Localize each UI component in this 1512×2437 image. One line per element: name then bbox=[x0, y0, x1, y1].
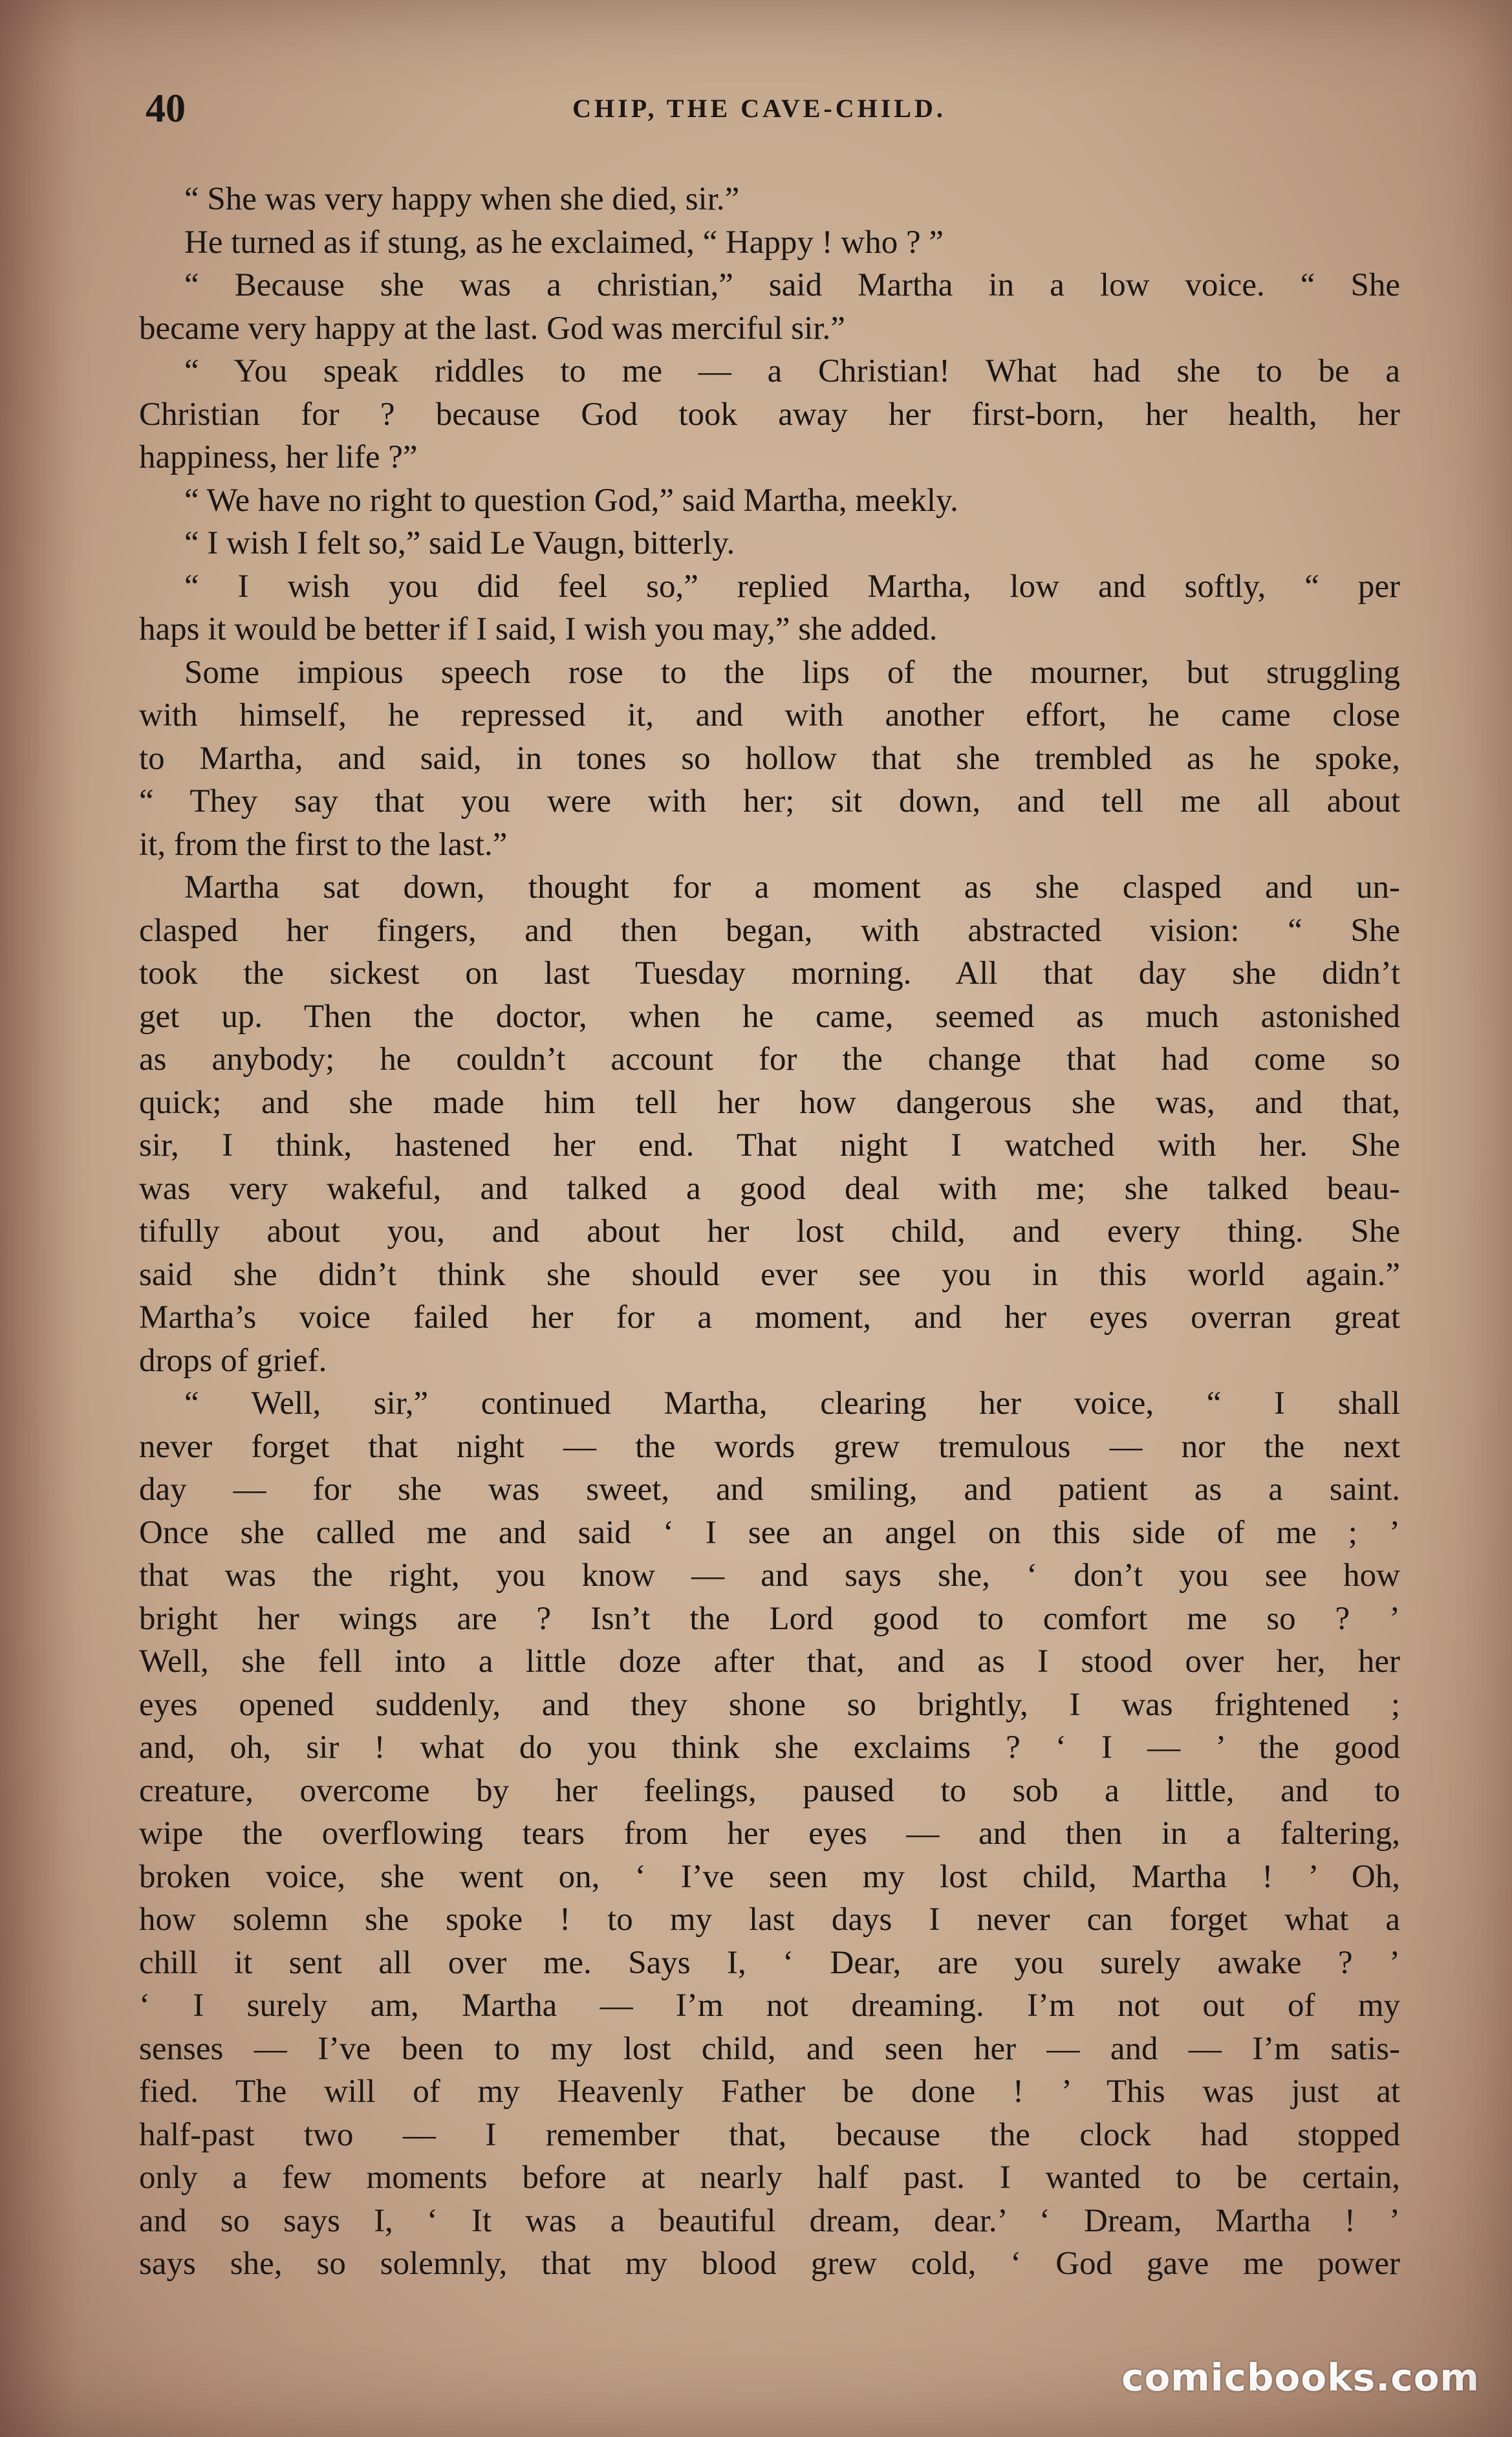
text-line: was very wakeful, and talked a good deal with me; she talked beau- bbox=[139, 1170, 1400, 1207]
text-line: wipe the overflowing tears from her eyes — and then in a faltering, bbox=[139, 1815, 1400, 1852]
text-line: “ Well, sir,” continued Martha, clearing her voice, “ I shall bbox=[184, 1385, 1400, 1422]
text-line: eyes opened suddenly, and they shone so brightly, I was frightened ; bbox=[139, 1686, 1400, 1723]
text-line: senses — I’ve been to my lost child, and seen her — and — I’m satis- bbox=[139, 2030, 1400, 2067]
text-line: “ You speak riddles to me — a Christian! What had she to be a bbox=[184, 353, 1400, 389]
text-line: “ I wish I felt so,” said Le Vaugn, bitterly. bbox=[184, 525, 735, 561]
text-line: half-past two — I remember that, because the clock had stopped bbox=[139, 2116, 1400, 2153]
text-line: happiness, her life ?” bbox=[139, 439, 418, 475]
text-line: Christian for ? because God took away her first-born, her health, her bbox=[139, 396, 1400, 433]
text-line: it, from the first to the last.” bbox=[139, 826, 508, 863]
text-line: Some impious speech rose to the lips of the mourner, but struggling bbox=[184, 654, 1400, 691]
text-line: how solemn she spoke ! to my last days I never can forget what a bbox=[139, 1901, 1400, 1938]
text-line: said she didn’t think she should ever see you in this world again.” bbox=[139, 1256, 1400, 1293]
text-line: ‘ I surely am, Martha — I’m not dreaming. I’m not out of my bbox=[139, 1988, 1400, 2024]
text-line: “ Because she was a christian,” said Martha in a low voice. “ She bbox=[184, 267, 1400, 303]
text-line: day — for she was sweet, and smiling, and patient as a saint. bbox=[139, 1471, 1400, 1508]
text-line: “ I wish you did feel so,” replied Martha, low and softly, “ per bbox=[184, 568, 1400, 605]
text-line: chill it sent all over me. Says I, ‘ Dear, are you surely awake ? ’ bbox=[139, 1944, 1400, 1981]
text-line: Martha’s voice failed her for a moment, and her eyes overran great bbox=[139, 1299, 1400, 1336]
text-line: clasped her fingers, and then began, with abstracted vision: “ She bbox=[139, 912, 1400, 949]
text-line: He turned as if stung, as he exclaimed, “ Happy ! who ? ” bbox=[184, 224, 944, 261]
text-line: and so says I, ‘ It was a beautiful dream, dear.’ ‘ Dream, Martha ! ’ bbox=[139, 2202, 1400, 2239]
text-line: Martha sat down, thought for a moment as she clasped and un- bbox=[184, 869, 1400, 905]
text-line: haps it would be better if I said, I wish you may,” she added. bbox=[139, 611, 938, 647]
text-line: became very happy at the last. God was merciful sir.” bbox=[139, 310, 845, 347]
text-line: “ She was very happy when she died, sir.” bbox=[184, 181, 740, 217]
text-line: “ They say that you were with her; sit down, and tell me all about bbox=[139, 783, 1400, 819]
text-line: creature, overcome by her feelings, paused to sob a little, and to bbox=[139, 1772, 1400, 1809]
text-line: bright her wings are ? Isn’t the Lord good to comfort me so ? ’ bbox=[139, 1600, 1400, 1637]
text-line: sir, I think, hastened her end. That night I watched with her. She bbox=[139, 1127, 1400, 1164]
text-line: only a few moments before at nearly half past. I wanted to be certain, bbox=[139, 2160, 1400, 2196]
text-line: get up. Then the doctor, when he came, seemed as much astonished bbox=[139, 998, 1400, 1035]
text-line: took the sickest on last Tuesday morning. All that day she didn’t bbox=[139, 955, 1400, 991]
running-title: CHIP, THE CAVE-CHILD. bbox=[572, 94, 946, 123]
text-line: to Martha, and said, in tones so hollow that she trembled as he spoke, bbox=[139, 740, 1400, 777]
text-line: quick; and she made him tell her how dangerous she was, and that, bbox=[139, 1084, 1400, 1121]
text-line: tifully about you, and about her lost child, and every thing. She bbox=[139, 1213, 1400, 1250]
text-line: says she, so solemnly, that my blood grew cold, ‘ God gave me power bbox=[139, 2246, 1400, 2282]
page-number: 40 bbox=[146, 87, 186, 131]
text-line: never forget that night — the words grew tremulous — nor the next bbox=[139, 1428, 1400, 1465]
text-line: with himself, he repressed it, and with another effort, he came close bbox=[139, 697, 1400, 733]
text-line: as anybody; he couldn’t account for the change that had come so bbox=[139, 1041, 1400, 1078]
watermark: comicbooks.com bbox=[1121, 2356, 1480, 2399]
text-line: Well, she fell into a little doze after that, and as I stood over her, her bbox=[139, 1643, 1400, 1680]
text-line: and, oh, sir ! what do you think she exclaims ? ‘ I — ’ the good bbox=[139, 1729, 1400, 1766]
running-head bbox=[146, 83, 1373, 135]
text-line: “ We have no right to question God,” said Martha, meekly. bbox=[184, 482, 958, 519]
body-text bbox=[139, 178, 1400, 2286]
text-line: broken voice, she went on, ‘ I’ve seen my lost child, Martha ! ’ Oh, bbox=[139, 1858, 1400, 1895]
text-line: drops of grief. bbox=[139, 1342, 327, 1379]
text-line: Once she called me and said ‘ I see an angel on this side of me ; ’ bbox=[139, 1514, 1400, 1551]
text-line: fied. The will of my Heavenly Father be done ! ’ This was just at bbox=[139, 2074, 1400, 2110]
page-edge-stain bbox=[0, 0, 78, 2437]
text-line: that was the right, you know — and says she, ‘ don’t you see how bbox=[139, 1557, 1400, 1594]
